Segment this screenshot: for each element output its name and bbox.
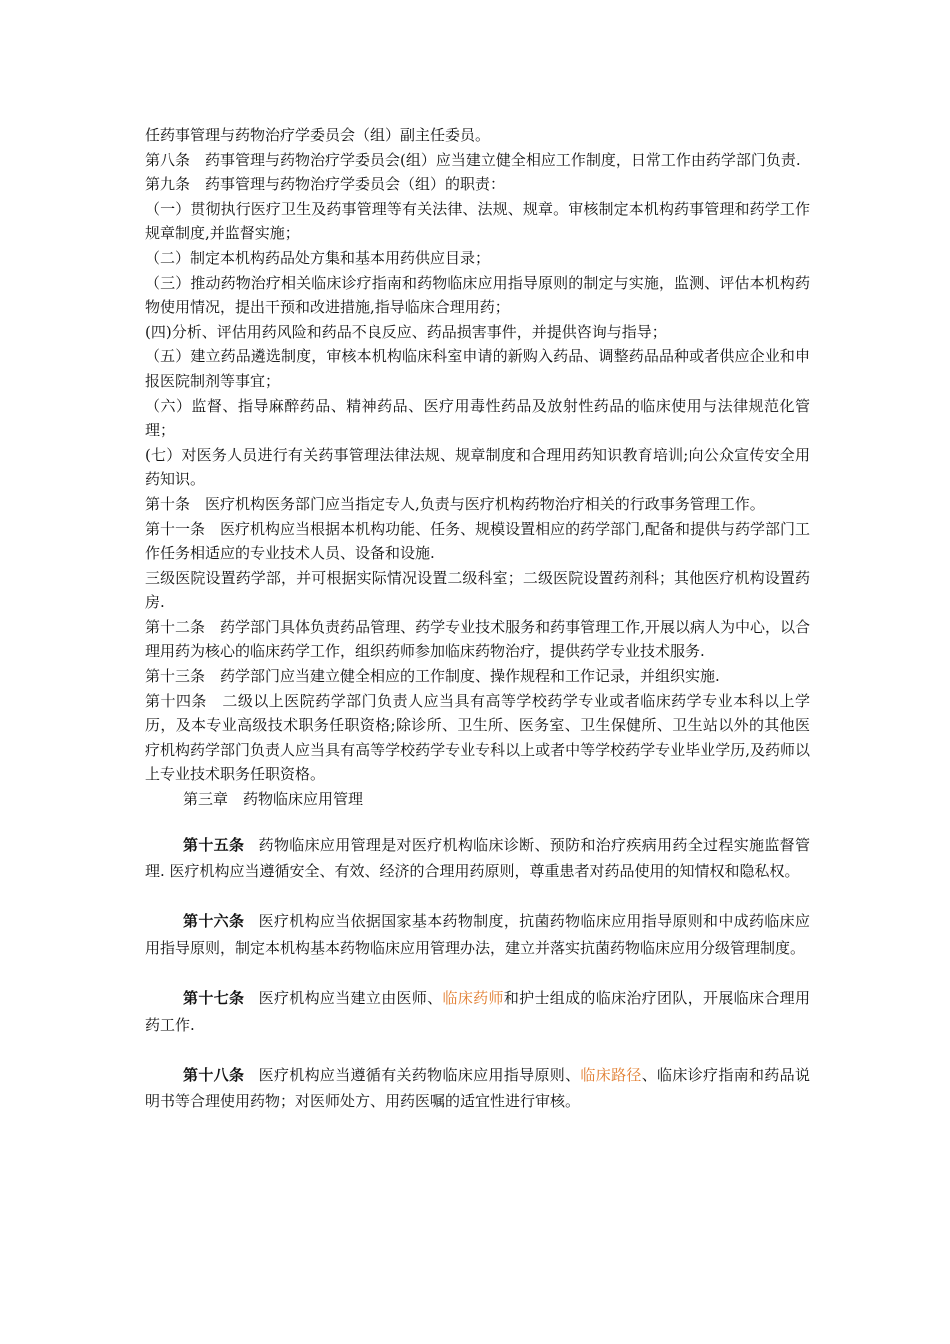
duty-item-7: (七）对医务人员进行有关药事管理法律法规、规章制度和合理用药知识教育培训;向公众宣传安全用药知识。 (145, 445, 810, 489)
article-8: 第八条 药事管理与药物治疗学委员会(组）应当建立健全相应工作制度，日常工作由药学部门负责. (145, 150, 801, 169)
paragraph: 任药事管理与药物治疗学委员会（组）副主任委员。 (145, 126, 491, 144)
chapter-articles (145, 832, 810, 1115)
duty-item-2: （二）制定本机构药品处方集和基本用药供应目录； (145, 248, 491, 267)
article-text: 药物临床应用管理是对医疗机构临床诊断、预防和治疗疾病用药全过程实施监督管理. 医疗机构应当遵循安全、有效、经济的合理用药原则，尊重患者对药品使用的知情权和隐私权。 (145, 835, 810, 881)
article-text: 医疗机构应当遵循有关药物临床应用指导原则、 (258, 1066, 581, 1085)
clinical-pharmacist-link[interactable]: 临床药师 (442, 989, 504, 1008)
duty-item-4: (四)分析、评估用药风险和药品不良反应、药品损害事件，并提供咨询与指导； (145, 322, 667, 341)
duty-item-3: （三）推动药物治疗相关临床诊疗指南和药物临床应用指导原则的制定与实施，监测、评估本机构药物使用情况，提出干预和改进措施,指导临床合理用药； (145, 273, 810, 317)
article-label: 第十五条 (183, 835, 245, 854)
duty-item-6: （六）监督、指导麻醉药品、精神药品、医疗用毒性药品及放射性药品的临床使用与法律规范化管理； (145, 396, 810, 440)
article-14: 第十四条 二级以上医院药学部门负责人应当具有高等学校药学专业或者临床药学专业本科以上学历，及本专业高级技术职务任职资格;除诊所、卫生所、医务室、卫生保健所、卫生站以外的其他医疗机构药学部门负责人应当具有高等学校药学专业专科以上或者中等学校药学专业毕业学历,及药师以上专业技术职务任职资格。 (145, 691, 810, 784)
article-10: 第十条 医疗机构医务部门应当指定专人,负责与医疗机构药物治疗相关的行政事务管理工作。 (145, 494, 765, 513)
article-text: 和护士组成的临床治疗团队，开展临床合理用药工作. (145, 989, 810, 1034)
article-text: 、临床诊疗指南和药品说明书等合理使用药物；对医师处方、用药医嘱的适宜性进行审核。 (145, 1066, 810, 1111)
article-17 (145, 985, 810, 1038)
article-label: 第十八条 (183, 1066, 245, 1085)
article-label: 第十七条 (183, 989, 245, 1008)
article-text: 医疗机构应当建立由医师、 (258, 989, 443, 1008)
duty-item-1: （一）贯彻执行医疗卫生及药事管理等有关法律、法规、规章。审核制定本机构药事管理和药学工作规章制度,并监督实施； (145, 199, 810, 243)
document-page (145, 123, 810, 1139)
clinical-pathway-link[interactable]: 临床路径 (580, 1066, 642, 1085)
article-13: 第十三条 药学部门应当建立健全相应的工作制度、操作规程和工作记录，并组织实施. (145, 667, 720, 686)
article-18 (145, 1062, 810, 1115)
paragraph: 三级医院设置药学部，并可根据实际情况设置二级科室；二级医院设置药剂科；其他医疗机构设置药房. (145, 568, 810, 612)
regulation-body (145, 123, 810, 787)
chapter-heading: 第三章 药物临床应用管理 (183, 790, 364, 809)
duty-item-5: （五）建立药品遴选制度，审核本机构临床科室申请的新购入药品、调整药品品种或者供应企业和申报医院制剂等事宜； (145, 347, 810, 390)
article-16 (145, 908, 810, 961)
article-12: 第十二条 药学部门具体负责药品管理、药学专业技术服务和药事管理工作,开展以病人为中心，以合理用药为核心的临床药学工作，组织药师参加临床药物治疗，提供药学专业技术服务. (145, 617, 810, 661)
article-11: 第十一条 医疗机构应当根据本机构功能、任务、规模设置相应的药学部门,配备和提供与药学部门工作任务相适应的专业技术人员、设备和设施. (145, 519, 810, 563)
article-label: 第十六条 (183, 912, 245, 931)
article-9: 第九条 药事管理与药物治疗学委员会（组）的职责： (145, 175, 506, 194)
article-text: 医疗机构应当依据国家基本药物制度，抗菌药物临床应用指导原则和中成药临床应用指导原则，制定本机构基本药物临床应用管理办法，建立并落实抗菌药物临床应用分级管理制度。 (145, 912, 810, 957)
article-15 (145, 832, 810, 885)
